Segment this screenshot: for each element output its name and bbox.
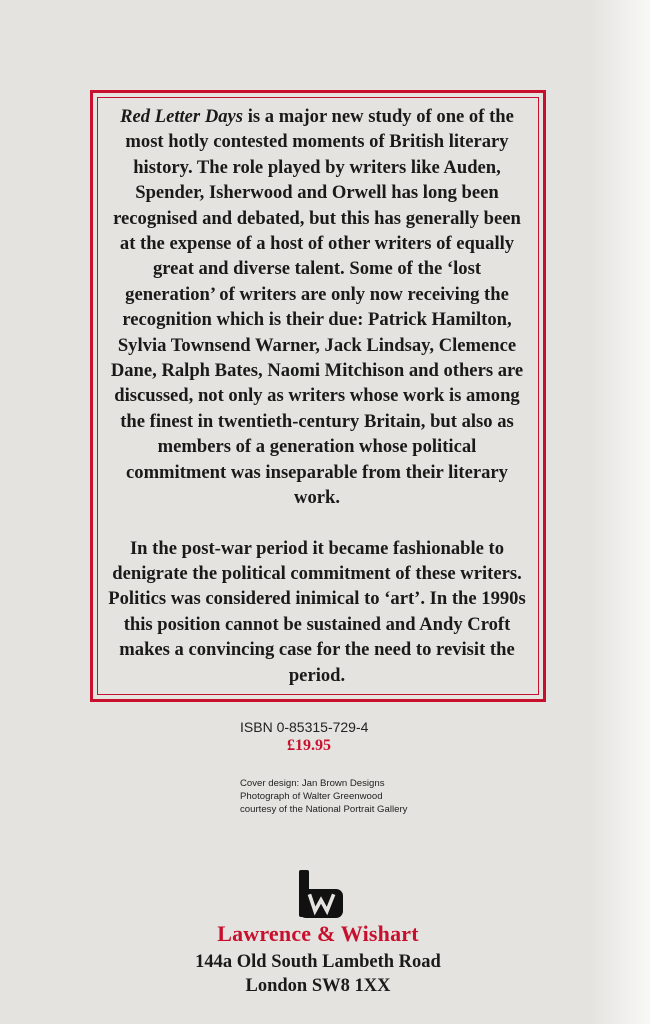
price: £19.95 [287, 737, 331, 754]
spine-edge-shading [590, 0, 650, 1024]
publisher-name: Lawrence & Wishart [217, 921, 419, 946]
blurb-paragraph-1 [108, 104, 526, 511]
credit-courtesy: courtesy of the National Portrait Gallery [240, 804, 408, 815]
book-title: Red Letter Days [120, 106, 244, 127]
cover-credits [240, 777, 460, 816]
blurb-paragraph-1-text: is a major new study of one of the most hotly contested moments of British literary history. The role played by writers like Auden, Spender, Isherwood and Orwell has long been recognised and debated, but this has generally been at the expense of a host of other writers of equally great and diverse talent. Some of the ‘lost generation’ of writers are only now receiving the recognition which is their due: Patrick Hamilton, Sylvia Townsend Warner, Jack Lindsay, Clemence Dane, Ralph Bates, Naomi Mitchison and others are discussed, not only as writers whose work is among the finest in twentieth-century Britain, but also as members of a generation whose political commitment was inseparable from their literary work. [110, 106, 524, 509]
lw-logo-svg [297, 869, 345, 919]
credit-photograph: Photograph of Walter Greenwood [240, 791, 383, 802]
blurb-paragraph-2: In the post-war period it became fashionable to denigrate the political commitment of these writers. Politics was considered inimical to ‘art’. In the 1990s this position cannot be sustained and Andy Croft makes a convincing case for the need to revisit the period. [108, 537, 526, 686]
isbn: ISBN 0-85315-729-4 [240, 719, 369, 735]
address-line-1: 144a Old South Lambeth Road [195, 952, 441, 972]
lw-publisher-logo-icon [297, 869, 345, 919]
credit-cover-design: Cover design: Jan Brown Designs [240, 778, 385, 789]
publisher-address [0, 950, 636, 998]
blurb-text [108, 104, 526, 688]
address-line-2: London SW8 1XX [245, 976, 391, 996]
